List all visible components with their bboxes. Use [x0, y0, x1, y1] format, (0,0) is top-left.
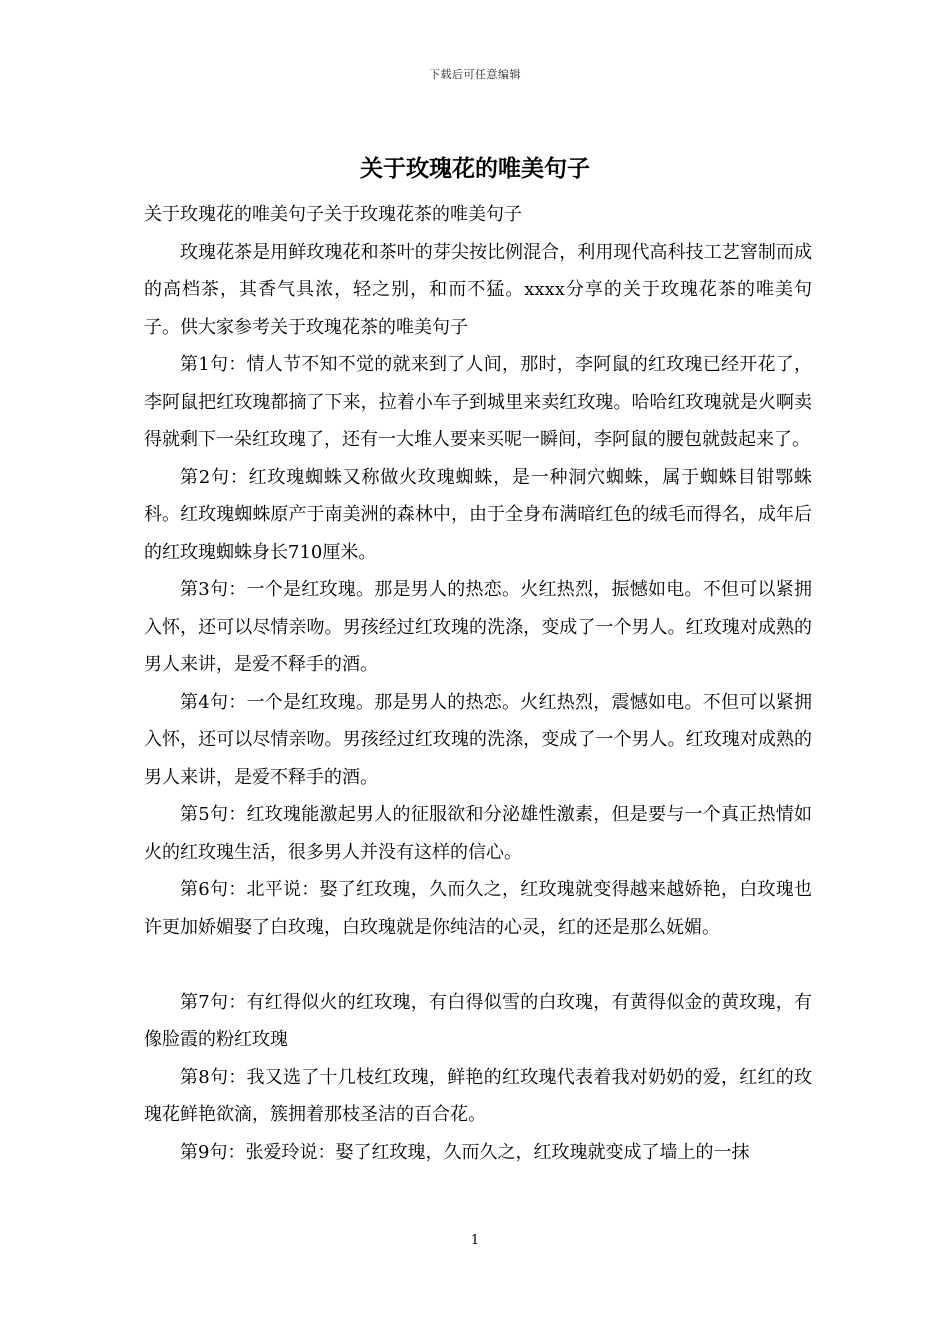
sentence-paragraph: 第3句：一个是红玫瑰。那是男人的热恋。火红热烈，振憾如电。不但可以紧拥入怀，还可以尽情亲吻。男孩经过红玫瑰的洗涤，变成了一个男人。红玫瑰对成熟的男人来讲，是爱不释手的酒。 — [144, 579, 812, 675]
sentence-paragraph: 第4句：一个是红玫瑰。那是男人的热恋。火红热烈，震憾如电。不但可以紧拥入怀，还可以尽情亲吻。男孩经过红玫瑰的洗涤，变成了一个男人。红玫瑰对成熟的男人来讲，是爱不释手的酒。 — [144, 691, 812, 788]
intro-paragraph: 玫瑰花茶是用鲜玫瑰花和茶叶的芽尖按比例混合，利用现代高科技工艺窨制而成的高档茶，其香气具浓，轻之别，和而不猛。xxxx分享的关于玫瑰花茶的唯美句子。供大家参考关于玫瑰花茶的唯美句子 — [144, 241, 812, 338]
sentence-paragraph: 第9句：张爱玲说：娶了红玫瑰，久而久之，红玫瑰就变成了墙上的一抹 — [180, 1141, 750, 1163]
sentence-paragraph: 第7句：有红得似火的红玫瑰，有白得似雪的白玫瑰，有黄得似金的黄玫瑰，有像脸霞的粉红玫瑰 — [144, 991, 812, 1050]
blank-line — [144, 946, 812, 984]
header-note: 下载后可任意编辑 — [429, 68, 521, 81]
document-title: 关于玫瑰花的唯美句子 — [360, 155, 590, 182]
sentence-paragraph: 第8句：我又选了十几枝红玫瑰，鲜艳的红玫瑰代表着我对奶奶的爱，红红的玫瑰花鲜艳欲滴，簇拥着那枝圣洁的百合花。 — [144, 1066, 812, 1125]
sentence-paragraph: 第1句：情人节不知不觉的就来到了人间，那时，李阿鼠的红玫瑰已经开花了，李阿鼠把红玫瑰都摘了下来，拉着小车子到城里来卖红玫瑰。哈哈红玫瑰就是火啊卖得就剩下一朵红玫瑰了，还有一大堆人要来买呢一瞬间，李阿鼠的腰包就鼓起来了。 — [144, 354, 812, 450]
sentence-paragraph: 第2句：红玫瑰蜘蛛又称做火玫瑰蜘蛛，是一种洞穴蜘蛛，属于蜘蛛目钳鄂蛛科。红玫瑰蜘蛛原产于南美洲的森林中，由于全身布满暗红色的绒毛而得名，成年后的红玫瑰蜘蛛身长710厘米。 — [144, 466, 812, 563]
page-number: 1 — [470, 1233, 480, 1248]
sentence-paragraph: 第6句：北平说：娶了红玫瑰，久而久之，红玫瑰就变得越来越娇艳，白玫瑰也许更加娇媚娶了白玫瑰，白玫瑰就是你纯洁的心灵，红的还是那么妩媚。 — [144, 879, 812, 938]
sentence-paragraph: 第5句：红玫瑰能激起男人的征服欲和分泌雄性激素，但是要与一个真正热情如火的红玫瑰生活，很多男人并没有这样的信心。 — [144, 804, 812, 863]
document-body — [144, 196, 812, 1171]
subtitle-line: 关于玫瑰花的唯美句子关于玫瑰花茶的唯美句子 — [144, 204, 522, 225]
